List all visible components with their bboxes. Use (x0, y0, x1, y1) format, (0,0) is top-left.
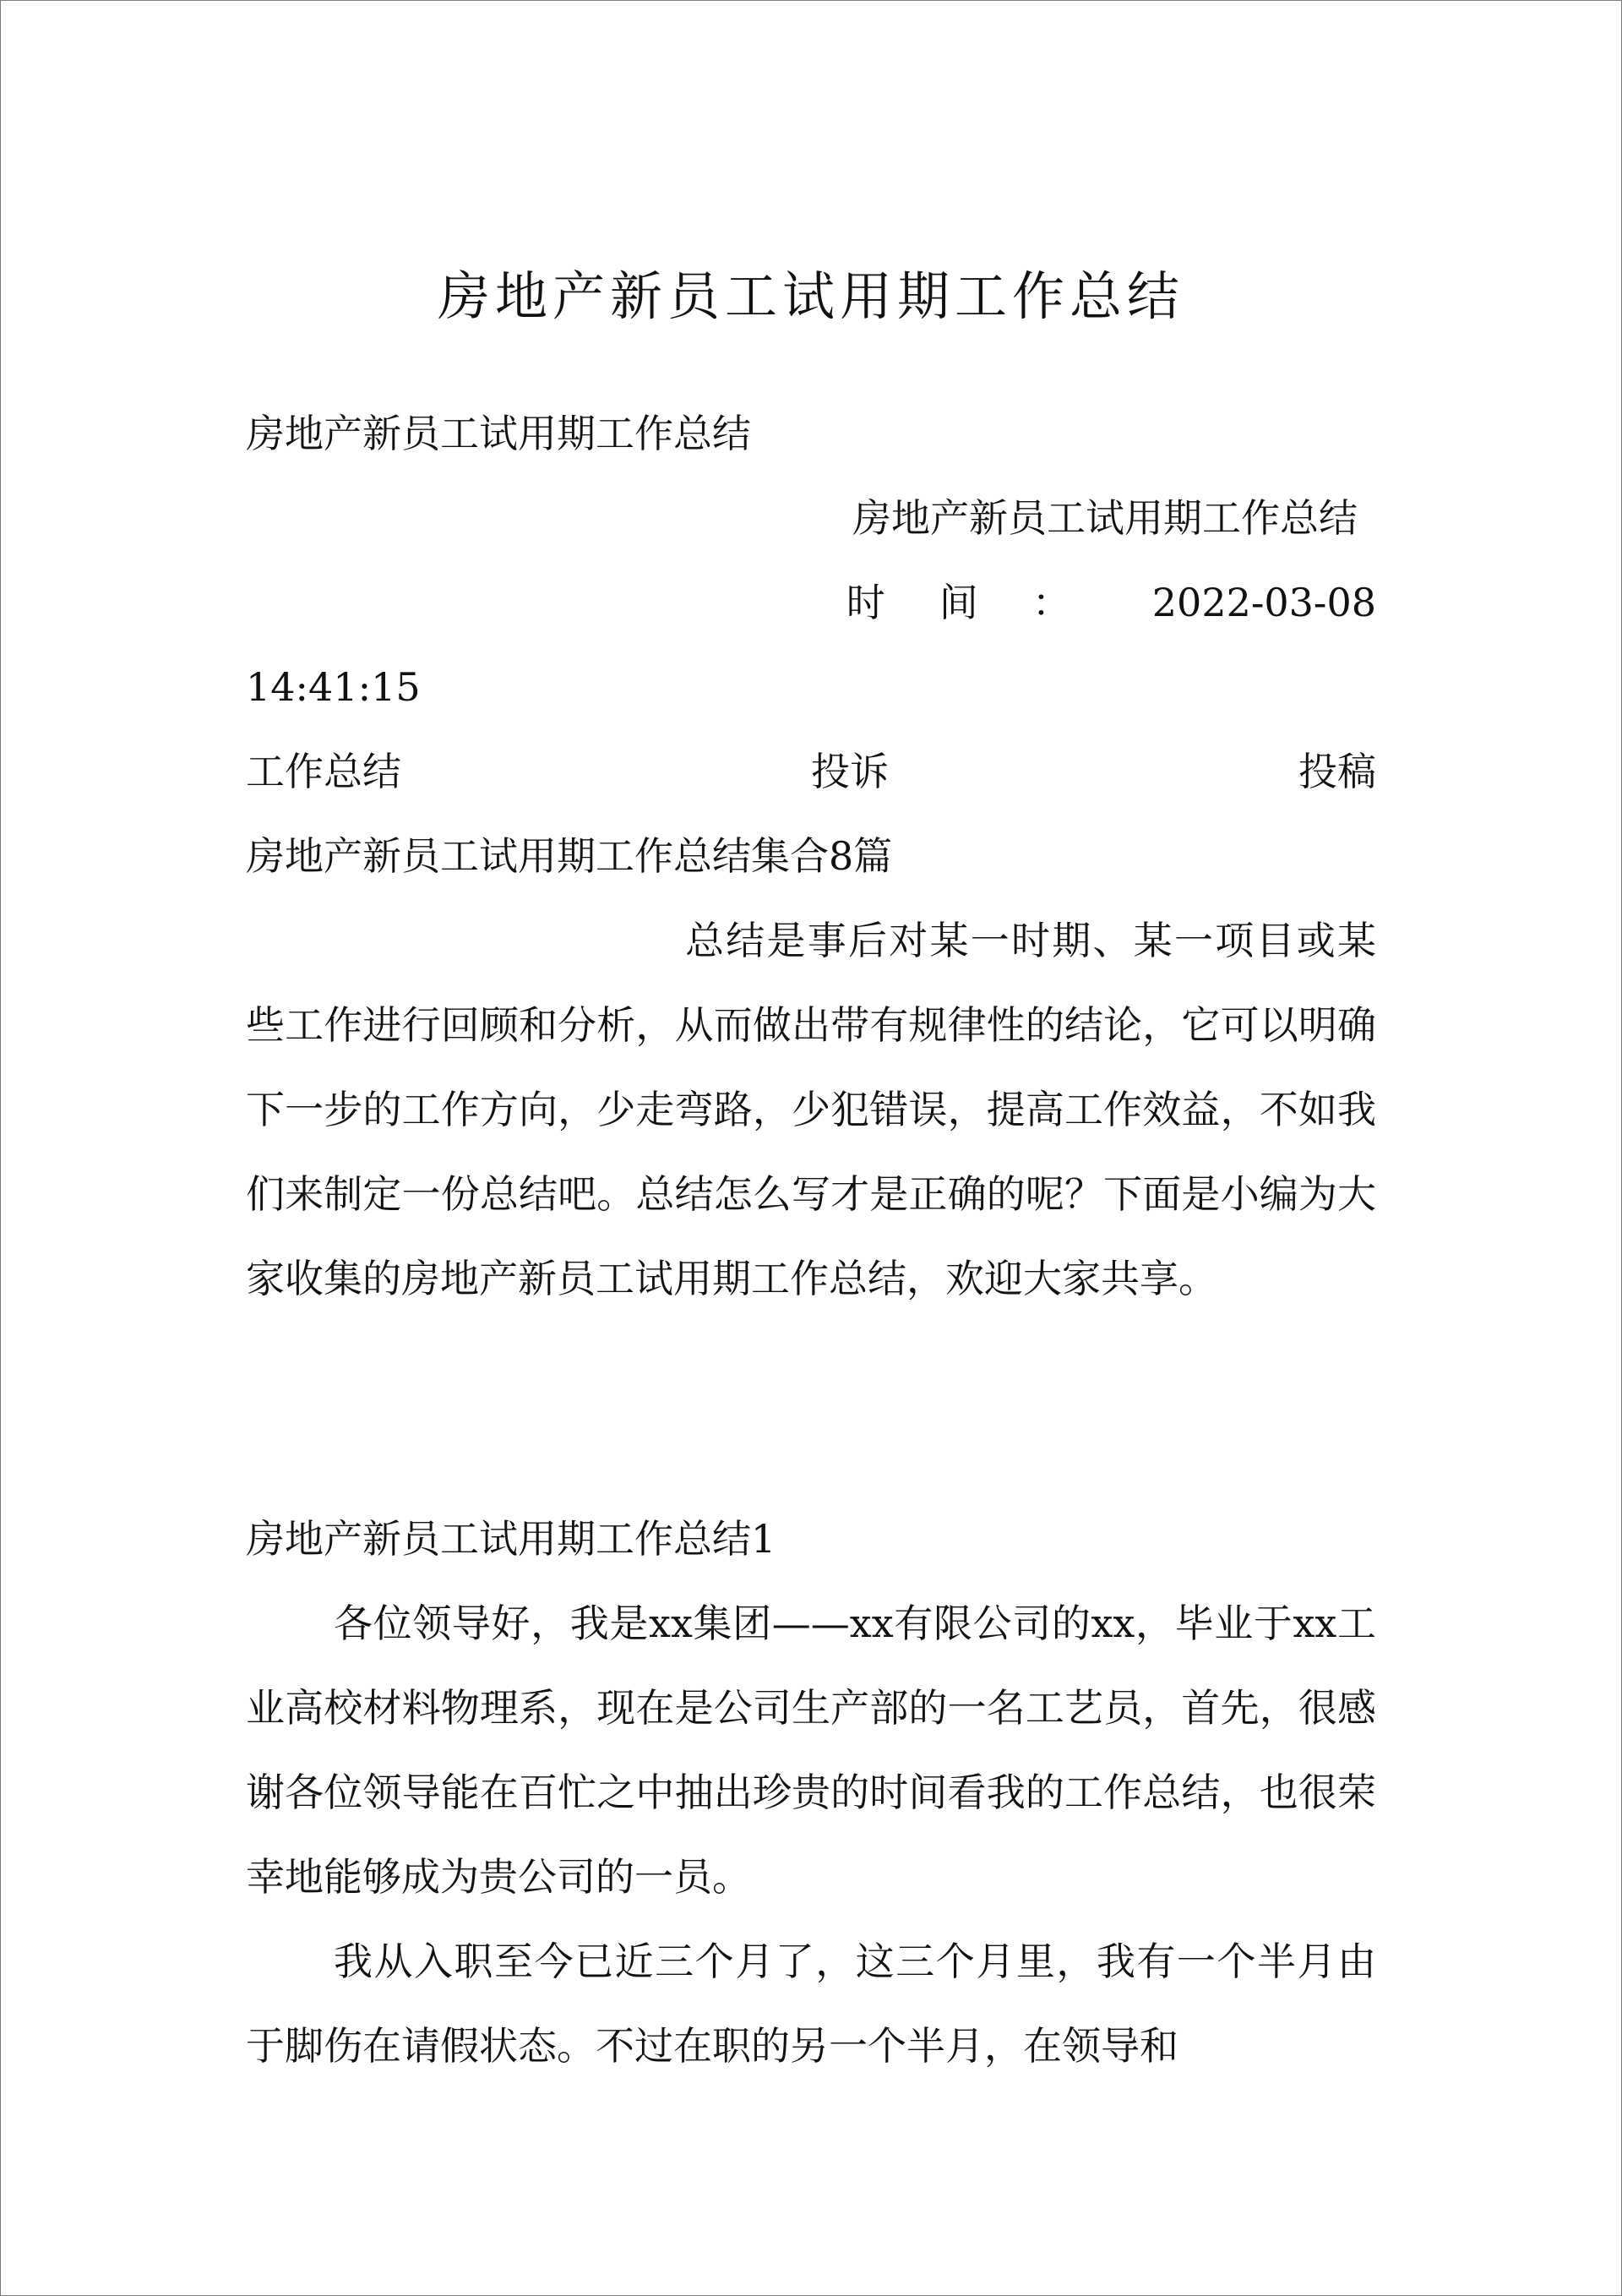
complaint-link[interactable]: 投诉 (811, 749, 889, 794)
body-paragraph-1: 各位领导好，我是xx集团——xx有限公司的xx，毕业于xx工业高校材料物理系，现在是公司生产部的一名工艺员，首先，很感谢各位领导能在百忙之中抽出珍贵的时间看我的工作总结，也很荣幸地能够成为贵公司的一员。 (246, 1601, 1376, 1900)
body-paragraph-2: 我从入职至今已近三个月了，这三个月里，我有一个半月由于脚伤在请假状态。不过在职的另一个半月，在领导和 (246, 1939, 1376, 2069)
submit-link[interactable]: 投稿 (1298, 749, 1376, 794)
publish-clock: 14:41:15 (246, 664, 421, 710)
time-label-char-1: 时 (846, 580, 885, 625)
time-colon: ： (1031, 580, 1071, 625)
section-heading: 房地产新员工试用期工作总结1 (246, 1516, 776, 1562)
time-label-char-2: 间 (939, 580, 978, 625)
category-link[interactable]: 工作总结 (246, 749, 401, 794)
meta-row (246, 729, 1376, 814)
publish-date: 2022-03-08 (1151, 580, 1376, 625)
publish-time-row (246, 560, 1376, 645)
collection-heading: 房地产新员工试用期工作总结集合8篇 (246, 833, 893, 879)
intro-paragraph: 总结是事后对某一时期、某一项目或某些工作进行回顾和分析，从而做出带有规律性的结论，它可以明确下一步的工作方向，少走弯路，少犯错误，提高工作效益，不如我们来制定一份总结吧。总结怎么写才是正确的呢？下面是小编为大家收集的房地产新员工试用期工作总结，欢迎大家共享。 (246, 918, 1376, 1301)
document-subtitle: 房地产新员工试用期工作总结 (246, 411, 751, 456)
document-title: 房地产新员工试用期工作总结 (437, 265, 1184, 327)
right-aligned-title: 房地产新员工试用期工作总结 (852, 495, 1358, 541)
